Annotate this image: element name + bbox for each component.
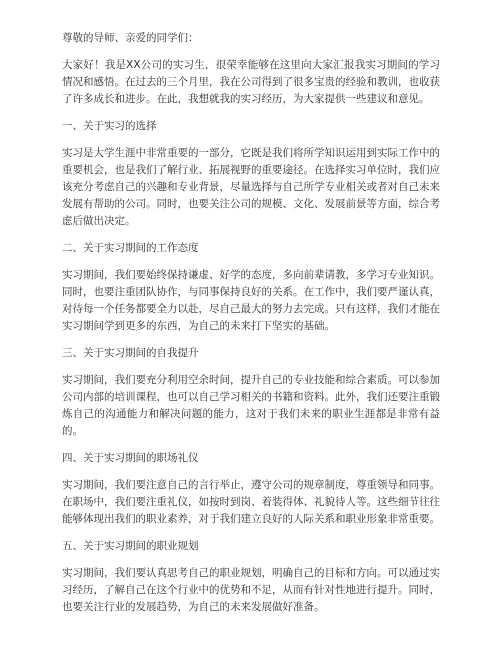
section-heading-3: 三、关于实习期间的自我提升 bbox=[62, 347, 199, 359]
section-body-3: 实习期间，我们要充分利用空余时间，提升自己的专业技能和综合素质。可以参加公司内部的培训课程，也可以自己学习相关的书籍和资料。此外，我们还要注重锻炼自己的沟通能力和解决问题的能力，这对于我们未来的职业生涯都是非常有益的。 bbox=[62, 374, 440, 437]
salutation: 尊敬的导师、亲爱的同学们： bbox=[62, 32, 199, 44]
document-page bbox=[62, 30, 440, 626]
section-heading-4: 四、关于实习期间的职场礼仪 bbox=[62, 452, 199, 464]
section-heading-2: 二、关于实习期间的工作态度 bbox=[62, 242, 199, 254]
section-heading-1: 一、关于实习的选择 bbox=[62, 120, 157, 132]
section-heading-5: 五、关于实习期间的职业规划 bbox=[62, 540, 199, 552]
section-body-4: 实习期间，我们要注意自己的言行举止，遵守公司的规章制度，尊重领导和同事。在职场中，我们要注重礼仪，如按时到岗、着装得体、礼貌待人等。这些细节往往能够体现出我们的职业素养，对于我们建立良好的人际关系和职业形象非常重要。 bbox=[62, 479, 440, 525]
section-body-2: 实习期间，我们要始终保持谦虚、好学的态度，多向前辈请教，多学习专业知识。同时，也要注重团队协作，与同事保持良好的关系。在工作中，我们要严谨认真，对待每一个任务都要全力以赴，尽自己最大的努力去完成。只有这样，我们才能在实习期间学到更多的东西，为自己的未来打下坚实的基础。 bbox=[62, 269, 440, 332]
section-body-5: 实习期间，我们要认真思考自己的职业规划，明确自己的目标和方向。可以通过实习经历，了解自己在这个行业中的优势和不足，从而有针对性地进行提升。同时，也要关注行业的发展趋势，为自己的未来发展做好准备。 bbox=[62, 567, 440, 613]
section-body-1: 实习是大学生涯中非常重要的一部分，它既是我们将所学知识运用到实际工作中的重要机会，也是我们了解行业、拓展视野的重要途径。在选择实习单位时，我们应该充分考虑自己的兴趣和专业背景，尽量选择与自己所学专业相关或者对自己未来发展有帮助的公司。同时，也要关注公司的规模、文化、发展前景等方面，综合考虑后做出决定。 bbox=[62, 147, 440, 227]
intro-paragraph: 大家好！我是XX公司的实习生，很荣幸能够在这里向大家汇报我实习期间的学习情况和感悟。在过去的三个月里，我在公司得到了很多宝贵的经验和教训，也收获了许多成长和进步。在此，我想就我的实习经历，为大家提供一些建议和意见。 bbox=[62, 59, 440, 105]
